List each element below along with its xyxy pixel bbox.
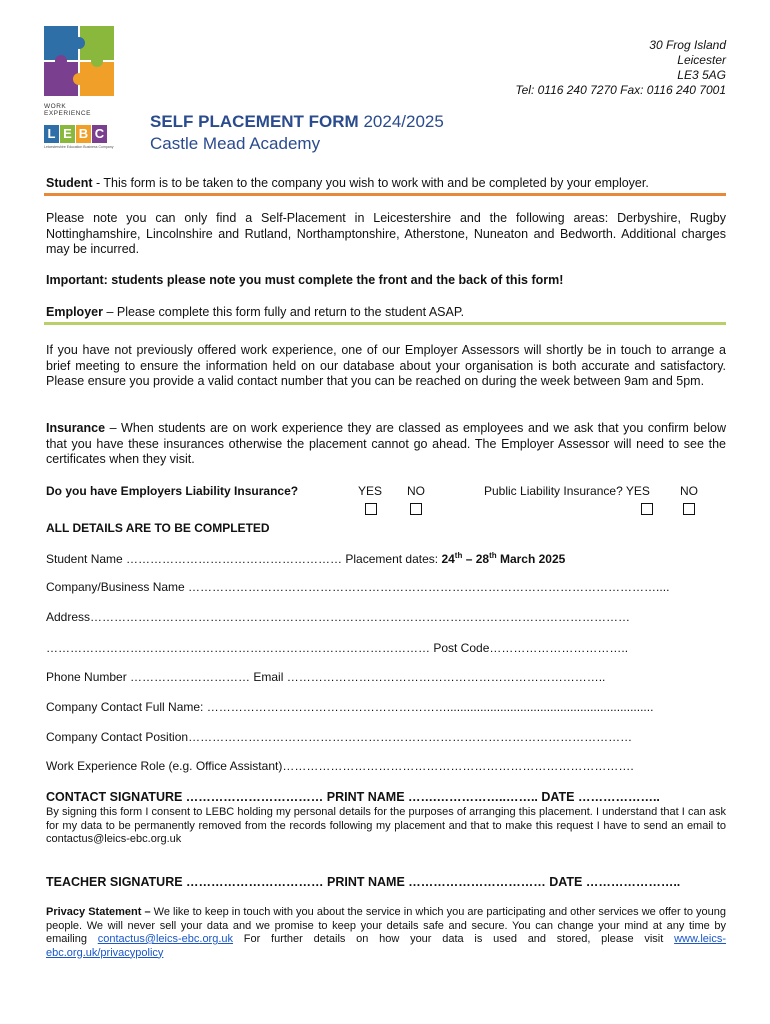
address-block — [515, 38, 726, 98]
placement-dates-value: 24th – 28th March 2025 — [441, 551, 566, 566]
logo-letter-c: C — [92, 125, 107, 143]
logo-subcaption: Leicestershire Education Business Company — [44, 145, 114, 149]
insurance-note — [46, 421, 726, 468]
logo-letter-e: E — [60, 125, 75, 143]
logo-letter-l: L — [44, 125, 59, 143]
area-note: Please note you can only find a Self-Placement in Leicestershire and the following areas: Derbyshire, Rugby Nottinghamshire, Lincolnshire and Rutland, Northamptonshire, Atherstone, Nuneaton and Bedworth. Additional charges may be incurred. — [46, 211, 726, 256]
insurance-text: – When students are on work experience they are classed as employees and we ask that you confirm below that you have these insurances otherwise the placement cannot go ahead. The Employer Assessor will need to see the certificates when they visit. — [46, 421, 726, 466]
student-intro-text: - This form is to be taken to the company you wish to work with and be completed by your employer. — [92, 176, 649, 190]
logo-caption: WORK EXPERIENCE — [44, 103, 91, 117]
student-name-field[interactable] — [46, 551, 565, 566]
work-role-field[interactable]: Work Experience Role (e.g. Office Assistant)……………………………………………………………………………. — [46, 759, 634, 773]
address-phone-fax: Tel: 0116 240 7270 Fax: 0116 240 7001 — [515, 83, 726, 97]
logo-letter-b: B — [76, 125, 91, 143]
company-name-field[interactable]: Company/Business Name ……………………………………………………………………………………………………….... — [46, 580, 670, 594]
public-liability-yes-checkbox[interactable] — [641, 503, 653, 515]
privacy-text-1: We like to keep in touch with you about the service in which you are participating and other services we offer to young people. We will never sell your data and we promise to keep your details safe and secure. You can change your mind at any time by emailing — [46, 906, 726, 945]
important-note: Important: students please note you must complete the front and the back of this form! — [46, 273, 564, 287]
logo-letters — [44, 125, 114, 143]
privacy-statement — [46, 906, 726, 960]
address-line-3: LE3 5AG — [677, 68, 726, 82]
insurance-label: Insurance — [46, 421, 106, 435]
privacy-text-2: For further details on how your data is used and stored, please visit — [233, 933, 675, 945]
employers-liability-yes-label: YES — [358, 484, 383, 498]
employer-label: Employer — [46, 305, 103, 319]
all-details-heading: ALL DETAILS ARE TO BE COMPLETED — [46, 521, 270, 535]
school-name: Castle Mead Academy — [150, 134, 321, 153]
orange-divider — [44, 193, 726, 196]
form-title — [150, 112, 444, 154]
form-title-main: SELF PLACEMENT FORM — [150, 112, 359, 131]
address-line-1: 30 Frog Island — [649, 38, 726, 52]
public-liability-question: Public Liability Insurance? YES — [484, 484, 650, 498]
employers-liability-yes-checkbox[interactable] — [365, 503, 377, 515]
address-field[interactable]: Address……………………………………………………………………………………………………………………… — [46, 610, 631, 624]
contact-name-field[interactable]: Company Contact Full Name: …………………………………………………….............................................................. — [46, 700, 654, 714]
green-divider — [44, 322, 726, 325]
student-label: Student — [46, 176, 93, 190]
puzzle-logo-icon — [44, 26, 114, 96]
employers-liability-question: Do you have Employers Liability Insurance? — [46, 484, 299, 498]
student-intro — [46, 176, 726, 192]
public-liability-no-checkbox[interactable] — [683, 503, 695, 515]
contact-position-field[interactable]: Company Contact Position………………………………………………………………………………………………… — [46, 730, 633, 744]
employers-liability-no-label: NO — [407, 484, 425, 498]
privacy-policy-link[interactable]: www.leics-ebc.org.uk/privacypolicy — [46, 933, 727, 959]
student-name-label: Student Name ……………………………………………… Placement dates: — [46, 552, 442, 566]
teacher-signature-line[interactable]: TEACHER SIGNATURE …………………………… PRINT NAME …………………………… DATE ………………….. — [46, 875, 681, 889]
employer-intro-text: – Please complete this form fully and return to the student ASAP. — [102, 305, 465, 319]
postcode-field[interactable]: …………………………………………………………………………………… Post Code…………………………….. — [46, 641, 629, 655]
lebc-logo — [44, 26, 114, 149]
form-title-year: 2024/2025 — [363, 112, 444, 131]
consent-statement: By signing this form I consent to LEBC holding my personal details for the purposes of arranging this placement. I understand that I can ask for my data to be permanently removed from the records following my placement and that to make this request I have to send an email to contactus@leics-ebc.org.uk — [46, 806, 726, 845]
contact-signature-line[interactable]: CONTACT SIGNATURE …………………………… PRINT NAME …….……………..…….. DATE ……………….. — [46, 790, 660, 804]
assessor-note: If you have not previously offered work experience, one of our Employer Assessors will shortly be in touch to arrange a brief meeting to ensure the information held on our database about your organisation is both accurate and satisfactory. Please ensure you provide a valid contact number that you can be reached on during the week between 9am and 5pm. — [46, 343, 726, 388]
employers-liability-no-checkbox[interactable] — [410, 503, 422, 515]
contact-email-link[interactable]: contactus@leics-ebc.org.uk — [97, 933, 234, 945]
public-liability-no-label: NO — [680, 484, 698, 498]
phone-email-field[interactable]: Phone Number ………………………… Email …………………………………………………………………….. — [46, 670, 606, 684]
employer-intro — [46, 305, 726, 321]
address-line-2: Leicester — [677, 53, 726, 67]
privacy-label: Privacy Statement – — [46, 906, 151, 918]
